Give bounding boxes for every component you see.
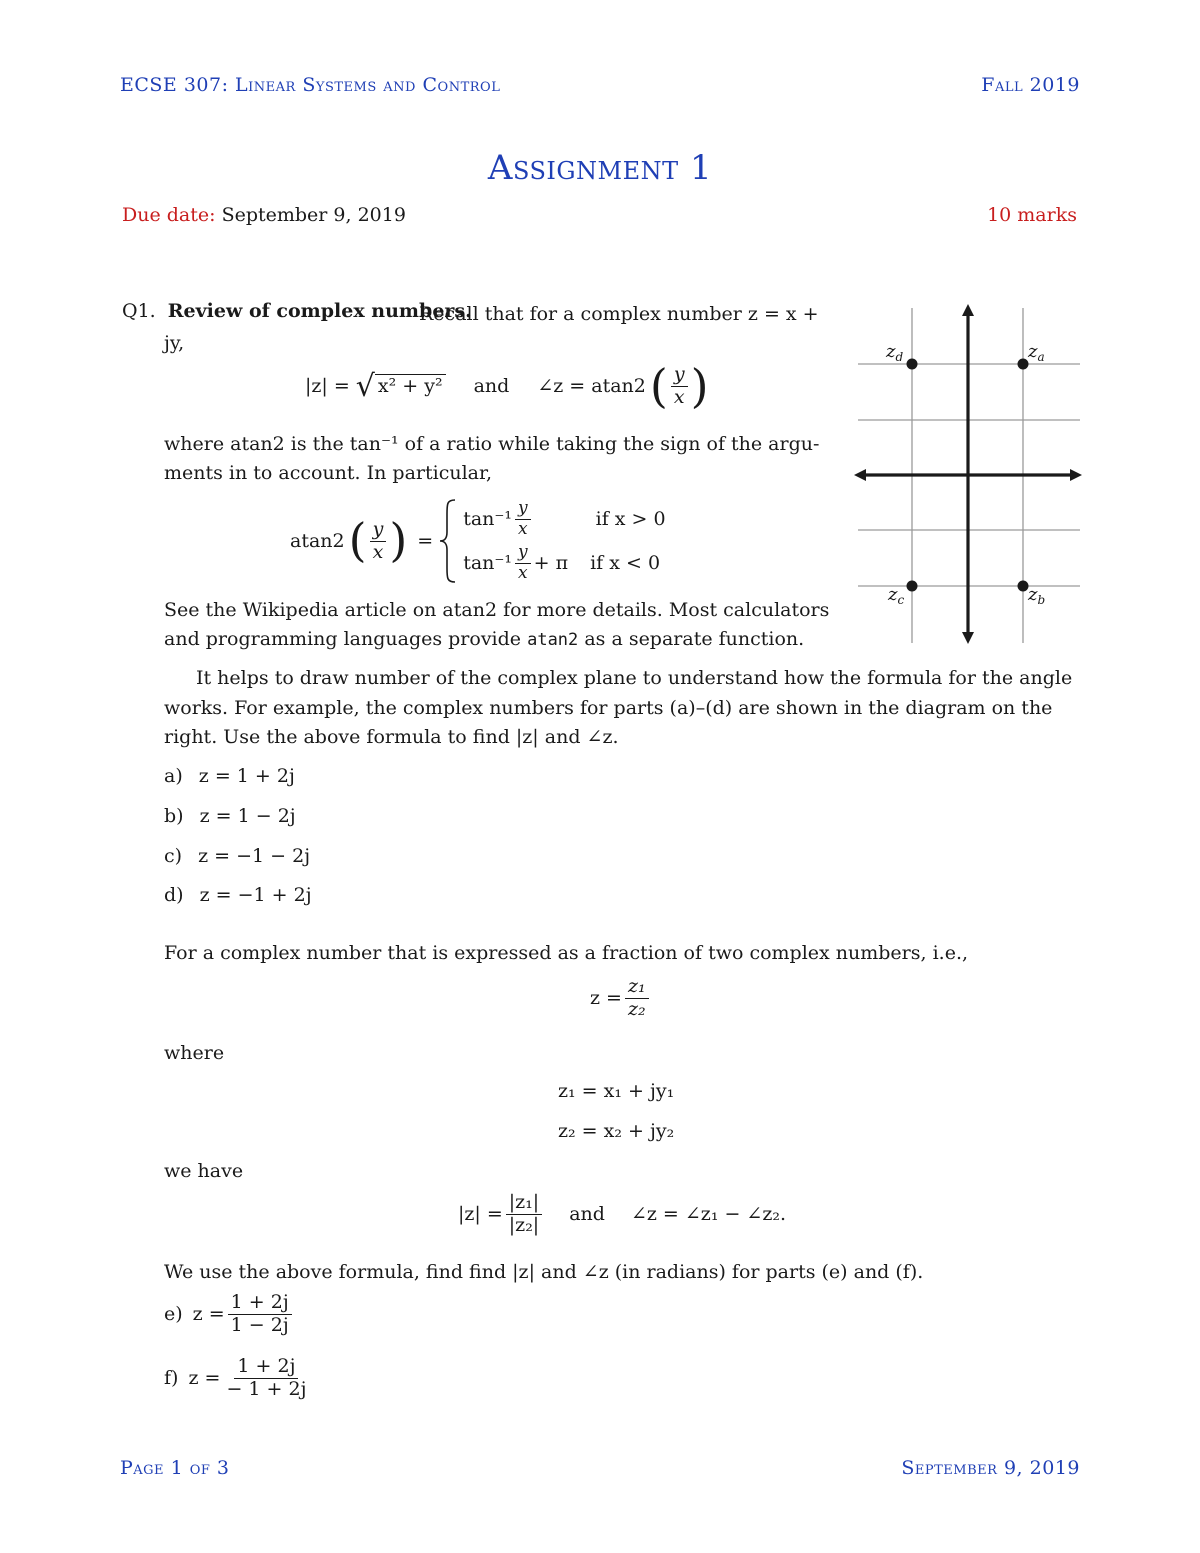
mag-radicand: x² + y² [375, 374, 446, 398]
part-expr: z = 1 − 2j [199, 805, 296, 827]
part-expr: z = −1 + 2j [199, 884, 312, 906]
part-f-label: f) [164, 1367, 179, 1390]
part-e [164, 1292, 295, 1337]
footer-page: Page 1 of 3 [120, 1457, 230, 1479]
point-zc [907, 581, 918, 592]
z2: z₂ [627, 997, 646, 1020]
explain-line1: where atan2 is the tan⁻¹ of a ratio while taking the sign of the argu- [164, 433, 820, 455]
see-line2 [164, 628, 804, 650]
part-c [164, 845, 310, 867]
part-e-num: 1 + 2j [228, 1292, 292, 1315]
part-f-eq: z = [188, 1367, 221, 1390]
part-e-eq: z = [192, 1303, 225, 1326]
z1: z₁ [625, 976, 649, 999]
part-e-frac [228, 1292, 292, 1337]
right-paren-icon: ) [690, 358, 709, 413]
footer-date: September 9, 2019 [901, 1457, 1080, 1479]
part-expr: z = −1 − 2j [198, 845, 311, 867]
part-e-label: e) [164, 1303, 183, 1326]
label-zd: $z_d$ [886, 341, 904, 364]
case1-num: y [515, 499, 531, 520]
part-b [164, 805, 296, 827]
use-line: We use the above formula, find find |z| and ∠z (in radians) for parts (e) and (f). [164, 1261, 924, 1283]
case2-cond: if x < 0 [590, 552, 661, 574]
magnitude-formula [305, 358, 709, 413]
label-za: $z_a$ [1028, 341, 1045, 364]
sqrt-icon: √ [355, 368, 375, 404]
frac-num: y [671, 364, 688, 387]
we-have: we have [164, 1160, 244, 1182]
part-d [164, 884, 312, 906]
part-expr: z = 1 + 2j [198, 765, 295, 787]
atan-lhs: atan2 [290, 530, 345, 552]
atan-fraction [370, 519, 387, 564]
label-zc: $z_c$ [888, 584, 905, 607]
angle-relation: ∠z = ∠z₁ − ∠z₂. [630, 1203, 787, 1226]
case2-expr: tan⁻¹ [463, 552, 513, 574]
part-f-den: − 1 + 2j [226, 1377, 307, 1400]
case1-cond: if x > 0 [595, 508, 666, 530]
case1-expr: tan⁻¹ [463, 508, 513, 530]
part-e-den: 1 − 2j [230, 1313, 289, 1336]
due-line [122, 204, 406, 226]
z2-def: z₂ = x₂ + jy₂ [558, 1120, 675, 1142]
cases [463, 497, 665, 585]
abs-den: |z₂| [508, 1213, 540, 1236]
point-za [1018, 359, 1029, 370]
q1-number: Q1. [122, 300, 156, 322]
arrow-right-icon [1070, 469, 1082, 481]
see-line2-pre: and programming languages provide [164, 628, 522, 650]
page-title: Assignment 1 [487, 148, 713, 188]
and-word-2: and [569, 1203, 605, 1226]
q1-heading: Review of complex numbers. [167, 300, 472, 322]
where-word: where [164, 1042, 225, 1064]
z-fraction-formula [590, 976, 652, 1021]
case-1 [463, 497, 665, 541]
atan-frac-den: x [372, 540, 384, 563]
angle-lhs: ∠z = atan2 [537, 375, 646, 398]
part-f-num: 1 + 2j [234, 1356, 298, 1379]
part-f-frac [223, 1356, 309, 1401]
part-label: b) [164, 805, 184, 827]
part-label: c) [164, 845, 183, 867]
atan-eq: = [417, 530, 434, 552]
case-2 [463, 541, 665, 585]
case1-den: x [518, 518, 528, 539]
see-line1: See the Wikipedia article on atan2 for more details. Most calculators [164, 599, 830, 621]
helps-line1: It helps to draw number of the complex plane to understand how the formula for the angle [196, 667, 1073, 689]
case2-den: x [518, 562, 528, 583]
header-term: Fall 2019 [981, 74, 1080, 96]
complex-plane-diagram [850, 298, 1090, 648]
explain-line2: ments in to account. In particular, [164, 462, 493, 484]
z1-def: z₁ = x₁ + jy₁ [558, 1080, 675, 1102]
abs-num: |z₁| [506, 1192, 542, 1215]
label-zb: $z_b$ [1028, 584, 1046, 607]
part-a [164, 765, 295, 787]
angle-fraction [671, 364, 688, 409]
z-frac [625, 976, 649, 1021]
left-paren-icon: ( [649, 358, 668, 413]
case2-num: y [515, 543, 531, 564]
abs-lhs: |z| = [458, 1203, 503, 1226]
atan2-code: atan2 [527, 630, 579, 650]
part-label: d) [164, 884, 184, 906]
due-label: Due date: [122, 204, 216, 226]
atan2-piecewise [290, 497, 666, 585]
arrow-up-icon [962, 304, 974, 316]
header-course: ECSE 307: Linear Systems and Control [120, 74, 501, 96]
due-date: September 9, 2019 [221, 204, 406, 226]
right-paren-icon: ) [389, 513, 408, 568]
abs-ratio-formula [458, 1192, 786, 1237]
case2-frac [515, 543, 531, 583]
see-line2-post: as a separate function. [584, 628, 805, 650]
case1-frac [515, 499, 531, 539]
q1-intro: Recall that for a complex number z = x + jy, [164, 303, 819, 354]
helps-line3: right. Use the above formula to find |z| and ∠z. [164, 726, 619, 748]
mag-lhs: |z| = [305, 375, 350, 398]
part-label: a) [164, 765, 183, 787]
atan-frac-num: y [370, 519, 387, 542]
point-zd [907, 359, 918, 370]
point-zb [1018, 581, 1029, 592]
brace-icon [437, 498, 459, 584]
frac-den: x [673, 385, 685, 408]
abs-frac [506, 1192, 542, 1237]
marks: 10 marks [987, 204, 1077, 226]
fraction-intro: For a complex number that is expressed as a fraction of two complex numbers, i.e., [164, 942, 969, 964]
arrow-left-icon [854, 469, 866, 481]
case2-plus: + π [533, 552, 569, 574]
part-f [164, 1356, 312, 1401]
helps-line2: works. For example, the complex numbers for parts (a)–(d) are shown in the diagram on the [164, 697, 1053, 719]
and-word: and [473, 375, 510, 398]
arrow-down-icon [962, 632, 974, 644]
z-eq: z = [590, 987, 622, 1010]
left-paren-icon: ( [348, 513, 367, 568]
